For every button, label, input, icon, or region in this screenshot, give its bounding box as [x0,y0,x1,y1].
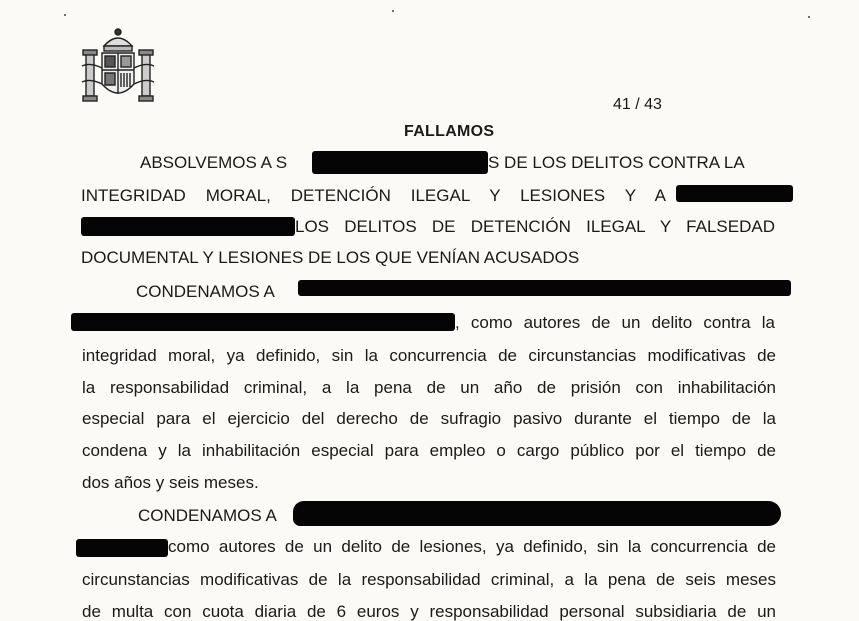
ruling-heading: FALLAMOS [404,123,495,140]
redaction-bar [76,539,168,557]
text-line: como autores de un delito de lesiones, ya definido, sin la concurrencia de [168,537,776,556]
text-line: CONDENAMOS A [136,282,275,301]
text-line: , como autores de un delito contra la [455,313,775,332]
redaction-bar [81,217,295,236]
text-line: DOCUMENTAL Y LESIONES DE LOS QUE VENÍAN ACUSADOS [81,248,580,267]
spain-coat-of-arms-icon [80,26,156,108]
text-line: de multa con cuota diaria de 6 euros y responsabilidad personal subsidiaria de un [82,602,776,621]
text-line: INTEGRIDAD MORAL, DETENCIÓN ILEGAL Y LESIONES Y A [81,186,666,205]
redaction-bar [293,501,781,526]
text-line: S DE LOS DELITOS CONTRA LA [488,153,745,172]
text-line: circunstancias modificativas de la responsabilidad criminal, a la pena de seis meses [82,570,776,589]
redaction-bar [312,151,488,174]
redaction-bar [676,185,793,202]
text-line: especial para el ejercicio del derecho de sufragio pasivo durante el tiempo de la [82,409,776,428]
text-line: la responsabilidad criminal, a la pena de un año de prisión con inhabilitación [82,378,776,397]
scan-speck [808,16,810,18]
page-number: 41 / 43 [613,96,662,113]
scan-speck [64,14,66,16]
text-line: CONDENAMOS A [138,506,277,525]
text-line: LOS DELITOS DE DETENCIÓN ILEGAL Y FALSEDAD [295,217,775,236]
text-line: condena y la inhabilitación especial para empleo o cargo público por el tiempo de [82,441,776,460]
redaction-bar [298,280,791,296]
redaction-bar [71,313,455,331]
text-line: dos años y seis meses. [82,473,259,492]
text-line: integridad moral, ya definido, sin la concurrencia de circunstancias modificativas de [82,346,776,365]
scan-speck [392,10,394,12]
text-line: ABSOLVEMOS A S [140,153,288,172]
